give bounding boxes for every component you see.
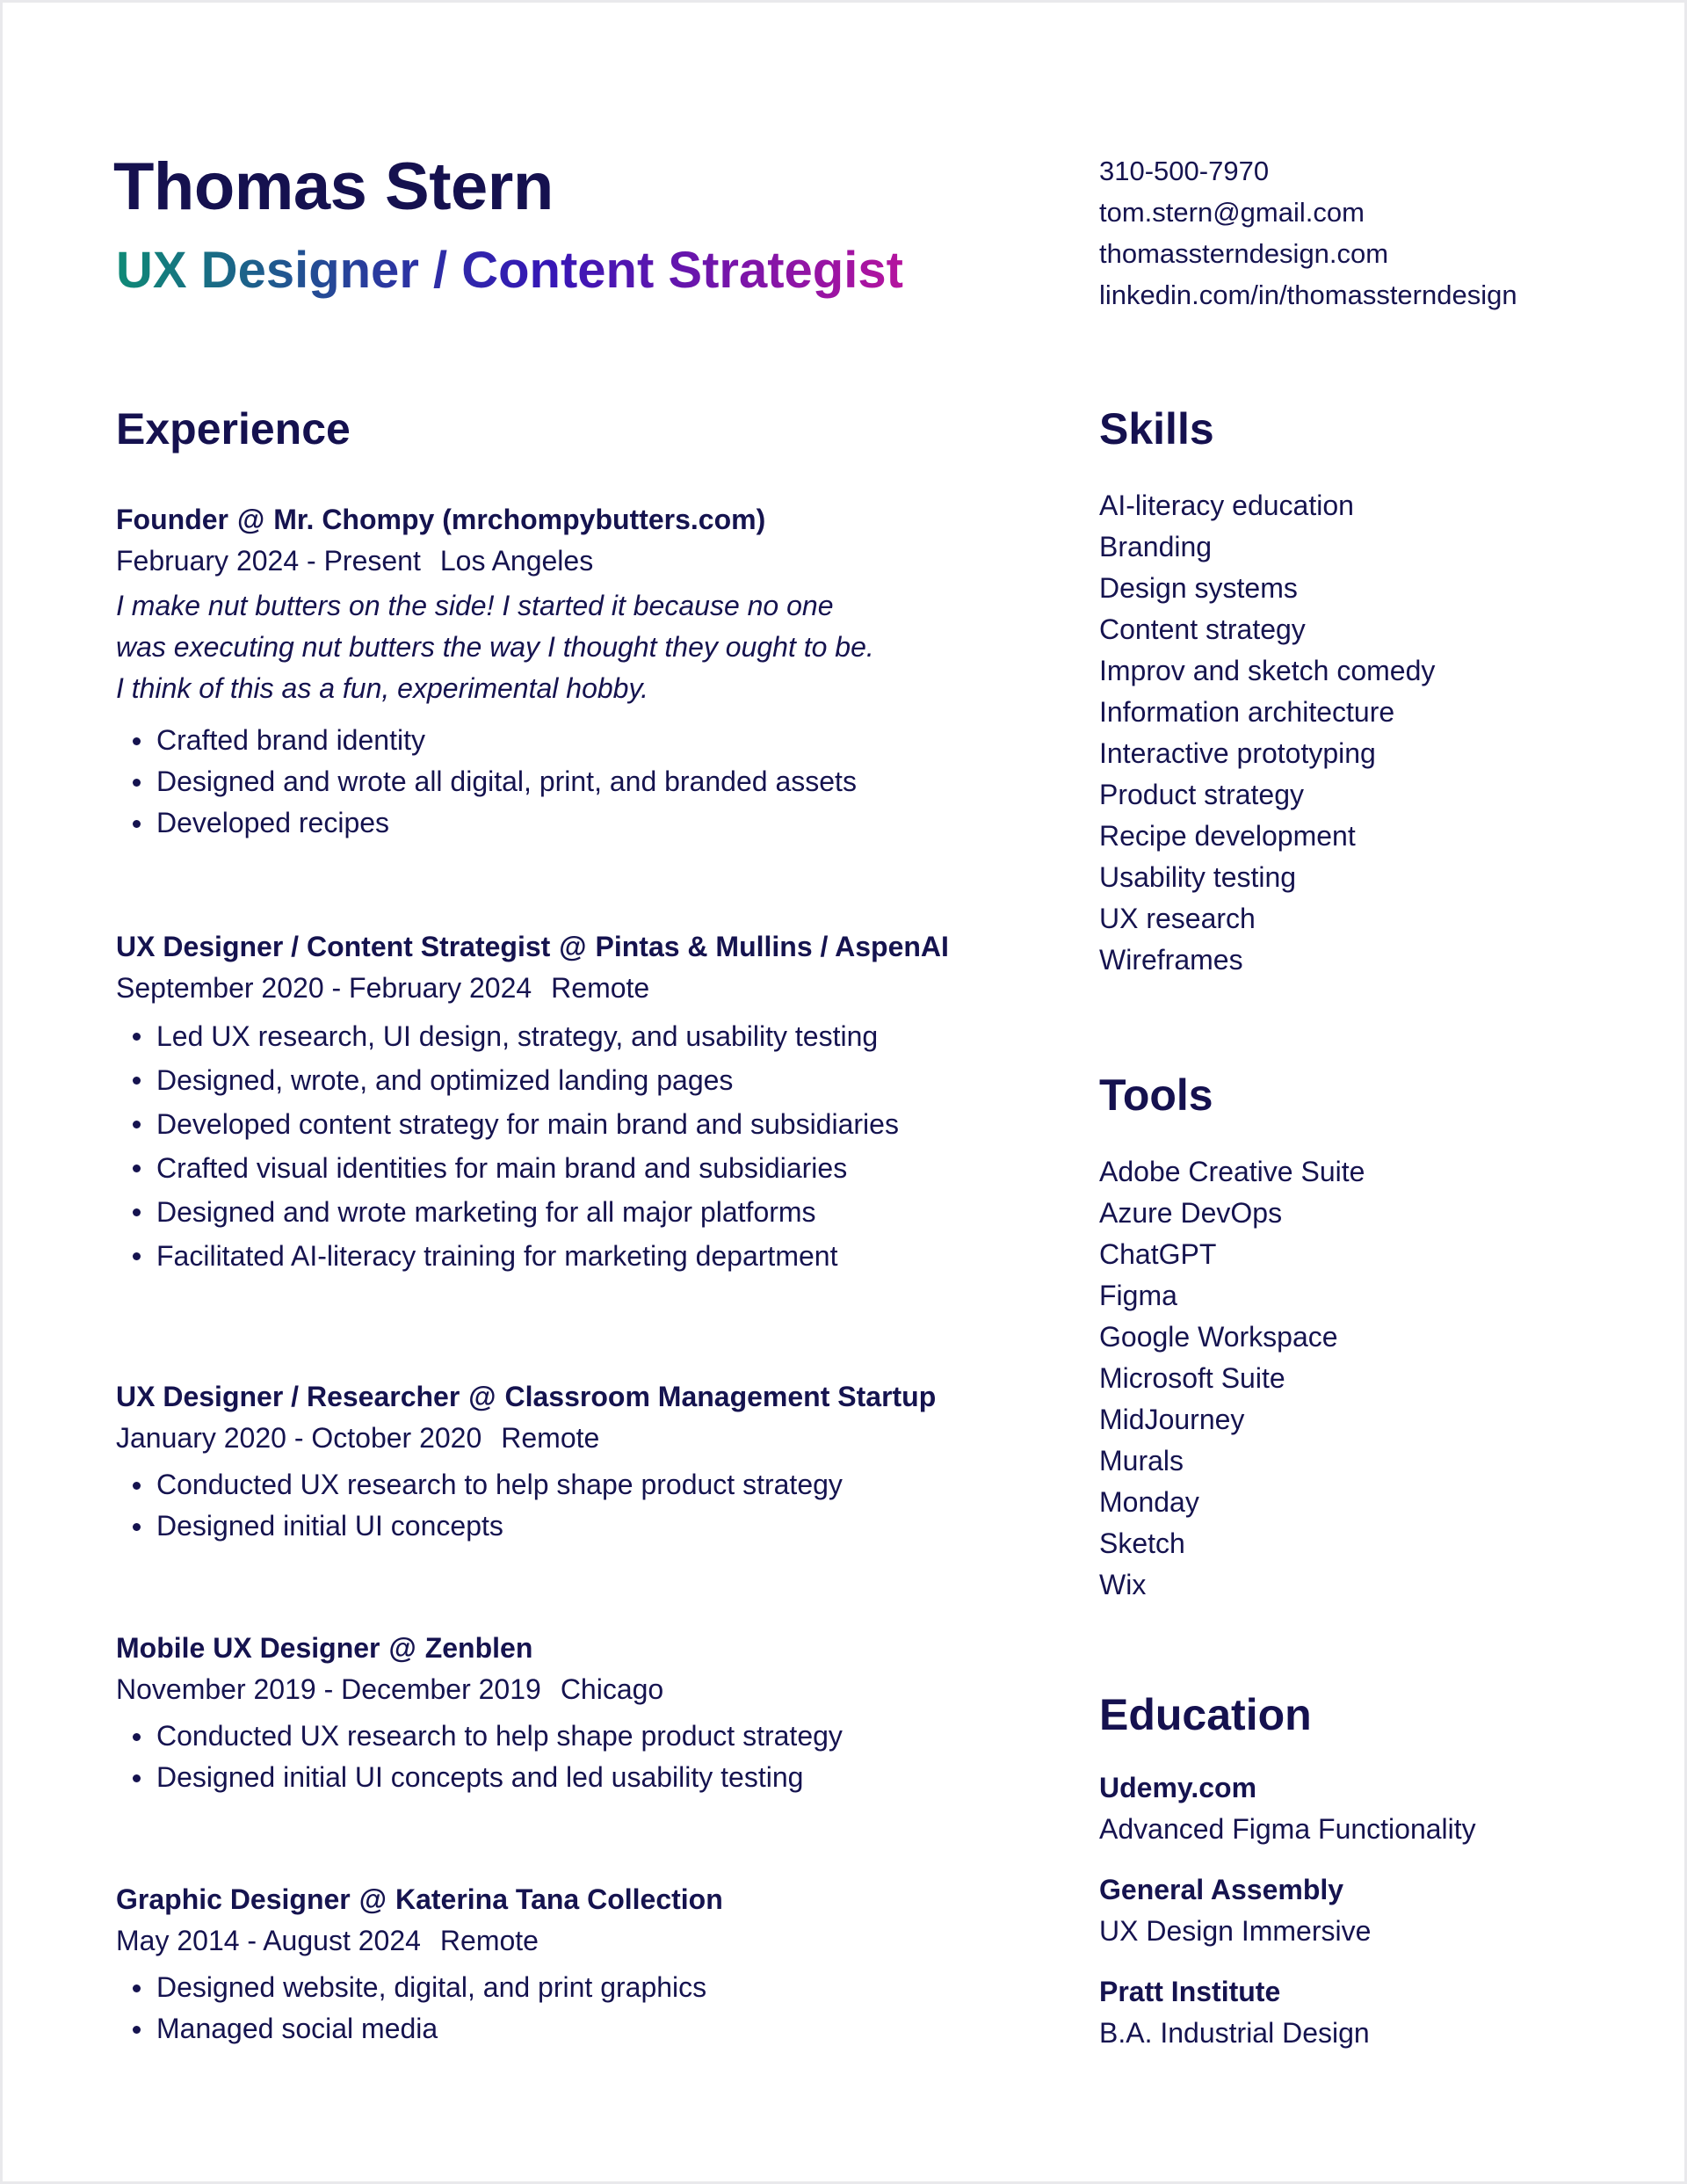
job-company: Katerina Tana Collection: [395, 1883, 723, 1915]
job-role: Founder: [116, 504, 228, 535]
education-school: Pratt Institute: [1099, 1976, 1281, 2007]
job-dates: February 2024 - Present: [116, 545, 421, 577]
job-at-sign: @: [358, 1883, 387, 1915]
contact-website[interactable]: thomassterndesign.com: [1099, 238, 1389, 269]
job-location: Remote: [551, 972, 650, 1004]
job-bullet: Conducted UX research to help shape product strategy: [116, 1716, 1039, 1757]
job-entry: [116, 1376, 1039, 1547]
job-description-line: was executing nut butters the way I thought they ought to be.: [116, 631, 874, 663]
skill-item: Interactive prototyping: [1099, 737, 1376, 769]
job-bullet: Designed and wrote marketing for all major platforms: [116, 1190, 1039, 1234]
job-location: Remote: [501, 1422, 600, 1454]
job-bullet: Designed website, digital, and print graphics: [116, 1967, 1039, 2008]
job-bullet: Designed, wrote, and optimized landing pages: [116, 1058, 1039, 1102]
job-meta: [116, 1418, 1039, 1459]
job-entry: [116, 1628, 1039, 1798]
job-title-line: [116, 1879, 1039, 1920]
tool-item: Figma: [1099, 1280, 1177, 1311]
job-dates: September 2020 - February 2024: [116, 972, 532, 1004]
job-bullet: Designed initial UI concepts: [116, 1506, 1039, 1547]
job-location: Remote: [439, 1925, 539, 1956]
job-bullets: [116, 1967, 1039, 2050]
job-bullet: Designed initial UI concepts and led usability testing: [116, 1757, 1039, 1798]
skill-item: Recipe development: [1099, 820, 1356, 852]
education-entry: [1099, 1869, 1644, 1952]
tool-item: Wix: [1099, 1569, 1147, 1600]
job-role: UX Designer / Researcher: [116, 1381, 460, 1412]
contact-linkedin[interactable]: linkedin.com/in/thomassterndesign: [1099, 279, 1517, 310]
job-dates: November 2019 - December 2019: [116, 1673, 541, 1705]
job-bullets: [116, 1014, 1039, 1278]
contact-email[interactable]: tom.stern@gmail.com: [1099, 197, 1365, 228]
job-role: Graphic Designer: [116, 1883, 351, 1915]
skill-item: Content strategy: [1099, 613, 1306, 645]
job-role: UX Designer / Content Strategist: [116, 931, 551, 962]
education-section: [1099, 1680, 1644, 2054]
skill-item: Wireframes: [1099, 944, 1243, 976]
tools-section: [1099, 1060, 1644, 1606]
job-title-line: [116, 1376, 1039, 1418]
job-at-sign: @: [236, 504, 265, 535]
job-bullet: Crafted brand identity: [116, 720, 1039, 761]
job-at-sign: @: [388, 1632, 416, 1664]
tool-item: Murals: [1099, 1445, 1184, 1477]
job-location: Chicago: [560, 1673, 664, 1705]
job-entry: [116, 926, 1039, 1278]
education-school: General Assembly: [1099, 1874, 1344, 1905]
candidate-name: Thomas Stern: [113, 149, 554, 224]
tool-item: Azure DevOps: [1099, 1197, 1283, 1229]
job-entry: [116, 1879, 1039, 2050]
skill-item: Information architecture: [1099, 696, 1395, 728]
tool-item: MidJourney: [1099, 1404, 1245, 1435]
education-entry: [1099, 1971, 1644, 2054]
job-meta: [116, 1920, 1039, 1962]
job-bullet: Led UX research, UI design, strategy, and usability testing: [116, 1014, 1039, 1058]
job-bullet: Designed and wrote all digital, print, and branded assets: [116, 761, 1039, 802]
job-company: Classroom Management Startup: [504, 1381, 937, 1412]
job-title-line: [116, 1628, 1039, 1669]
tool-item: ChatGPT: [1099, 1238, 1217, 1270]
education-list: [1099, 1767, 1644, 2054]
skills-list: [1099, 485, 1644, 981]
job-company: Mr. Chompy (mrchompybutters.com): [273, 504, 766, 535]
skill-item: Product strategy: [1099, 779, 1304, 810]
job-description: [116, 585, 1039, 709]
job-title-line: [116, 499, 1039, 541]
job-dates: January 2020 - October 2020: [116, 1422, 482, 1454]
job-bullet: Crafted visual identities for main brand and subsidiaries: [116, 1146, 1039, 1190]
tool-item: Google Workspace: [1099, 1321, 1338, 1353]
tool-item: Adobe Creative Suite: [1099, 1156, 1365, 1187]
job-bullet: Facilitated AI-literacy training for marketing department: [116, 1234, 1039, 1278]
skill-item: Design systems: [1099, 572, 1298, 604]
job-meta: [116, 541, 1039, 582]
education-degree: Advanced Figma Functionality: [1099, 1813, 1476, 1845]
job-bullet: Managed social media: [116, 2008, 1039, 2050]
candidate-title: UX Designer / Content Strategist: [116, 240, 903, 301]
skill-item: AI-literacy education: [1099, 490, 1354, 521]
skill-item: Improv and sketch comedy: [1099, 655, 1436, 686]
job-company: Zenblen: [424, 1632, 533, 1664]
education-entry: [1099, 1767, 1644, 1850]
skills-section: [1099, 394, 1644, 981]
tools-list: [1099, 1151, 1644, 1606]
job-meta: [116, 968, 1039, 1009]
job-meta: [116, 1669, 1039, 1710]
job-bullet: Developed content strategy for main brand and subsidiaries: [116, 1102, 1039, 1146]
job-description-line: I think of this as a fun, experimental hobby.: [116, 672, 648, 704]
tool-item: Microsoft Suite: [1099, 1362, 1285, 1394]
contact-block: [1099, 150, 1517, 316]
job-bullets: [116, 1716, 1039, 1798]
skill-item: UX research: [1099, 903, 1256, 934]
skill-item: Branding: [1099, 531, 1213, 562]
job-at-sign: @: [468, 1381, 496, 1412]
job-entry: [116, 499, 1039, 844]
job-company: Pintas & Mullins / AspenAI: [595, 931, 949, 962]
job-at-sign: @: [559, 931, 587, 962]
education-degree: B.A. Industrial Design: [1099, 2017, 1370, 2049]
job-bullet: Conducted UX research to help shape product strategy: [116, 1464, 1039, 1506]
job-description-line: I make nut butters on the side! I started it because no one: [116, 590, 834, 621]
job-bullets: [116, 1464, 1039, 1547]
sidebar-column: [1099, 394, 1644, 2073]
tool-item: Monday: [1099, 1486, 1199, 1518]
experience-heading: Experience: [116, 404, 351, 453]
contact-phone: 310-500-7970: [1099, 156, 1270, 186]
job-title-line: [116, 926, 1039, 968]
experience-section: [116, 394, 1039, 2050]
job-role: Mobile UX Designer: [116, 1632, 380, 1664]
education-heading: Education: [1099, 1690, 1312, 1739]
job-bullet: Developed recipes: [116, 802, 1039, 844]
education-school: Udemy.com: [1099, 1772, 1257, 1803]
job-bullets: [116, 720, 1039, 844]
skills-heading: Skills: [1099, 404, 1214, 453]
job-dates: May 2014 - August 2024: [116, 1925, 421, 1956]
skill-item: Usability testing: [1099, 861, 1297, 893]
job-location: Los Angeles: [439, 545, 594, 577]
tool-item: Sketch: [1099, 1527, 1185, 1559]
education-degree: UX Design Immersive: [1099, 1915, 1372, 1947]
tools-heading: Tools: [1099, 1070, 1213, 1120]
